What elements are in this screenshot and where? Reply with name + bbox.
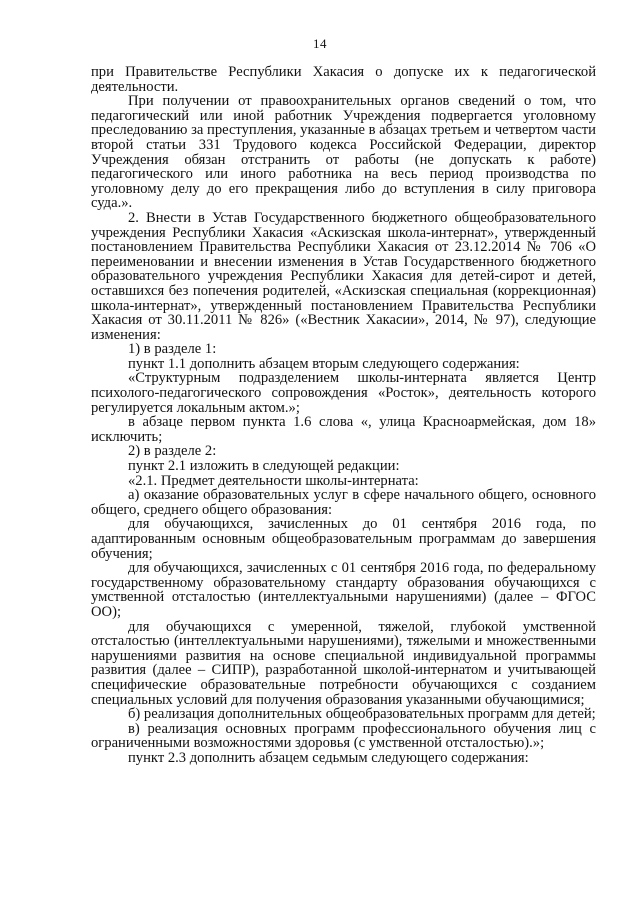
paragraph: При получении от правоохранительных органов сведений о том, что педагогический или иной работник Учреждения подвергается уголовному преследованию за преступления, указанные в абзацах третьем и четвертом части второй статьи 331 Трудового кодекса Российской Федерации, директор Учреждения обязан отстранить от работы (не допускать к работе) педагогического или иного работника на весь период производства по уголовному делу до его прекращения либо до вступления в силу приговора суда.». bbox=[91, 93, 596, 212]
paragraph: 2. Внести в Устав Государственного бюджетного общеобразовательного учреждения Республики Хакасия «Аскизская школа-интернат», утвержденный постановлением Правительства Республики Хакасия от 23.12.2014 № 706 «О переименовании и внесении изменения в Устав Государственного бюджетного образовательного учреждения Республики Хакасия для детей-сирот и детей, оставшихся без попечения родителей, «Аскизская специальная (коррекционная) школа-интернат», утвержденный постановлением Правительства Республики Хакасия от 30.11.2011 № 826» («Вестник Хакасии», 2014, № 97), следующие изменения: bbox=[91, 209, 596, 343]
paragraph: «Структурным подразделением школы-интерната является Центр психолого-педагогического сопровождения «Росток», деятельность которого регулируется локальным актом.»; bbox=[91, 370, 596, 416]
page-number: 14 bbox=[313, 36, 327, 51]
document-body bbox=[91, 65, 596, 766]
paragraph: б) реализация дополнительных общеобразовательных программ для детей; bbox=[128, 706, 596, 723]
paragraph: 2) в разделе 2: bbox=[128, 443, 217, 460]
paragraph: пункт 2.3 дополнить абзацем седьмым следующего содержания: bbox=[128, 749, 529, 766]
paragraph: при Правительстве Республики Хакасия о допуске их к педагогической деятельности. bbox=[91, 64, 596, 95]
paragraph: 1) в разделе 1: bbox=[128, 341, 217, 358]
paragraph: в абзаце первом пункта 1.6 слова «, улица Красноармейская, дом 18» исключить; bbox=[91, 414, 596, 445]
paragraph: для обучающихся, зачисленных до 01 сентября 2016 года, по адаптированным основным общеобразовательным программам до завершения обучения; bbox=[91, 516, 596, 562]
paragraph: пункт 1.1 дополнить абзацем вторым следующего содержания: bbox=[128, 355, 520, 372]
paragraph: «2.1. Предмет деятельности школы-интерната: bbox=[128, 472, 419, 489]
paragraph: для обучающихся, зачисленных с 01 сентября 2016 года, по федеральному государственному образовательному стандарту образования обучающихся с умственной отсталостью (интеллектуальными нарушениями) (далее – ФГОС ОО); bbox=[91, 560, 596, 620]
paragraph: пункт 2.1 изложить в следующей редакции: bbox=[128, 458, 400, 475]
paragraph: в) реализация основных программ профессионального обучения лиц с ограниченными возможностями здоровья (с умственной отсталостью).»; bbox=[91, 720, 596, 752]
paragraph: а) оказание образовательных услуг в сфере начального общего, основного общего, среднего общего образования: bbox=[91, 487, 596, 518]
paragraph: для обучающихся с умеренной, тяжелой, глубокой умственной отсталостью (интеллектуальными нарушениями), тяжелыми и множественными нарушениями развития на основе специальной индивидуальной программы развития (далее – СИПР), разработанной школой-интернатом и учитывающей специфические образовательные потребности обучающихся с созданием специальных условий для получения образования указанными обучающимися; bbox=[91, 618, 596, 708]
